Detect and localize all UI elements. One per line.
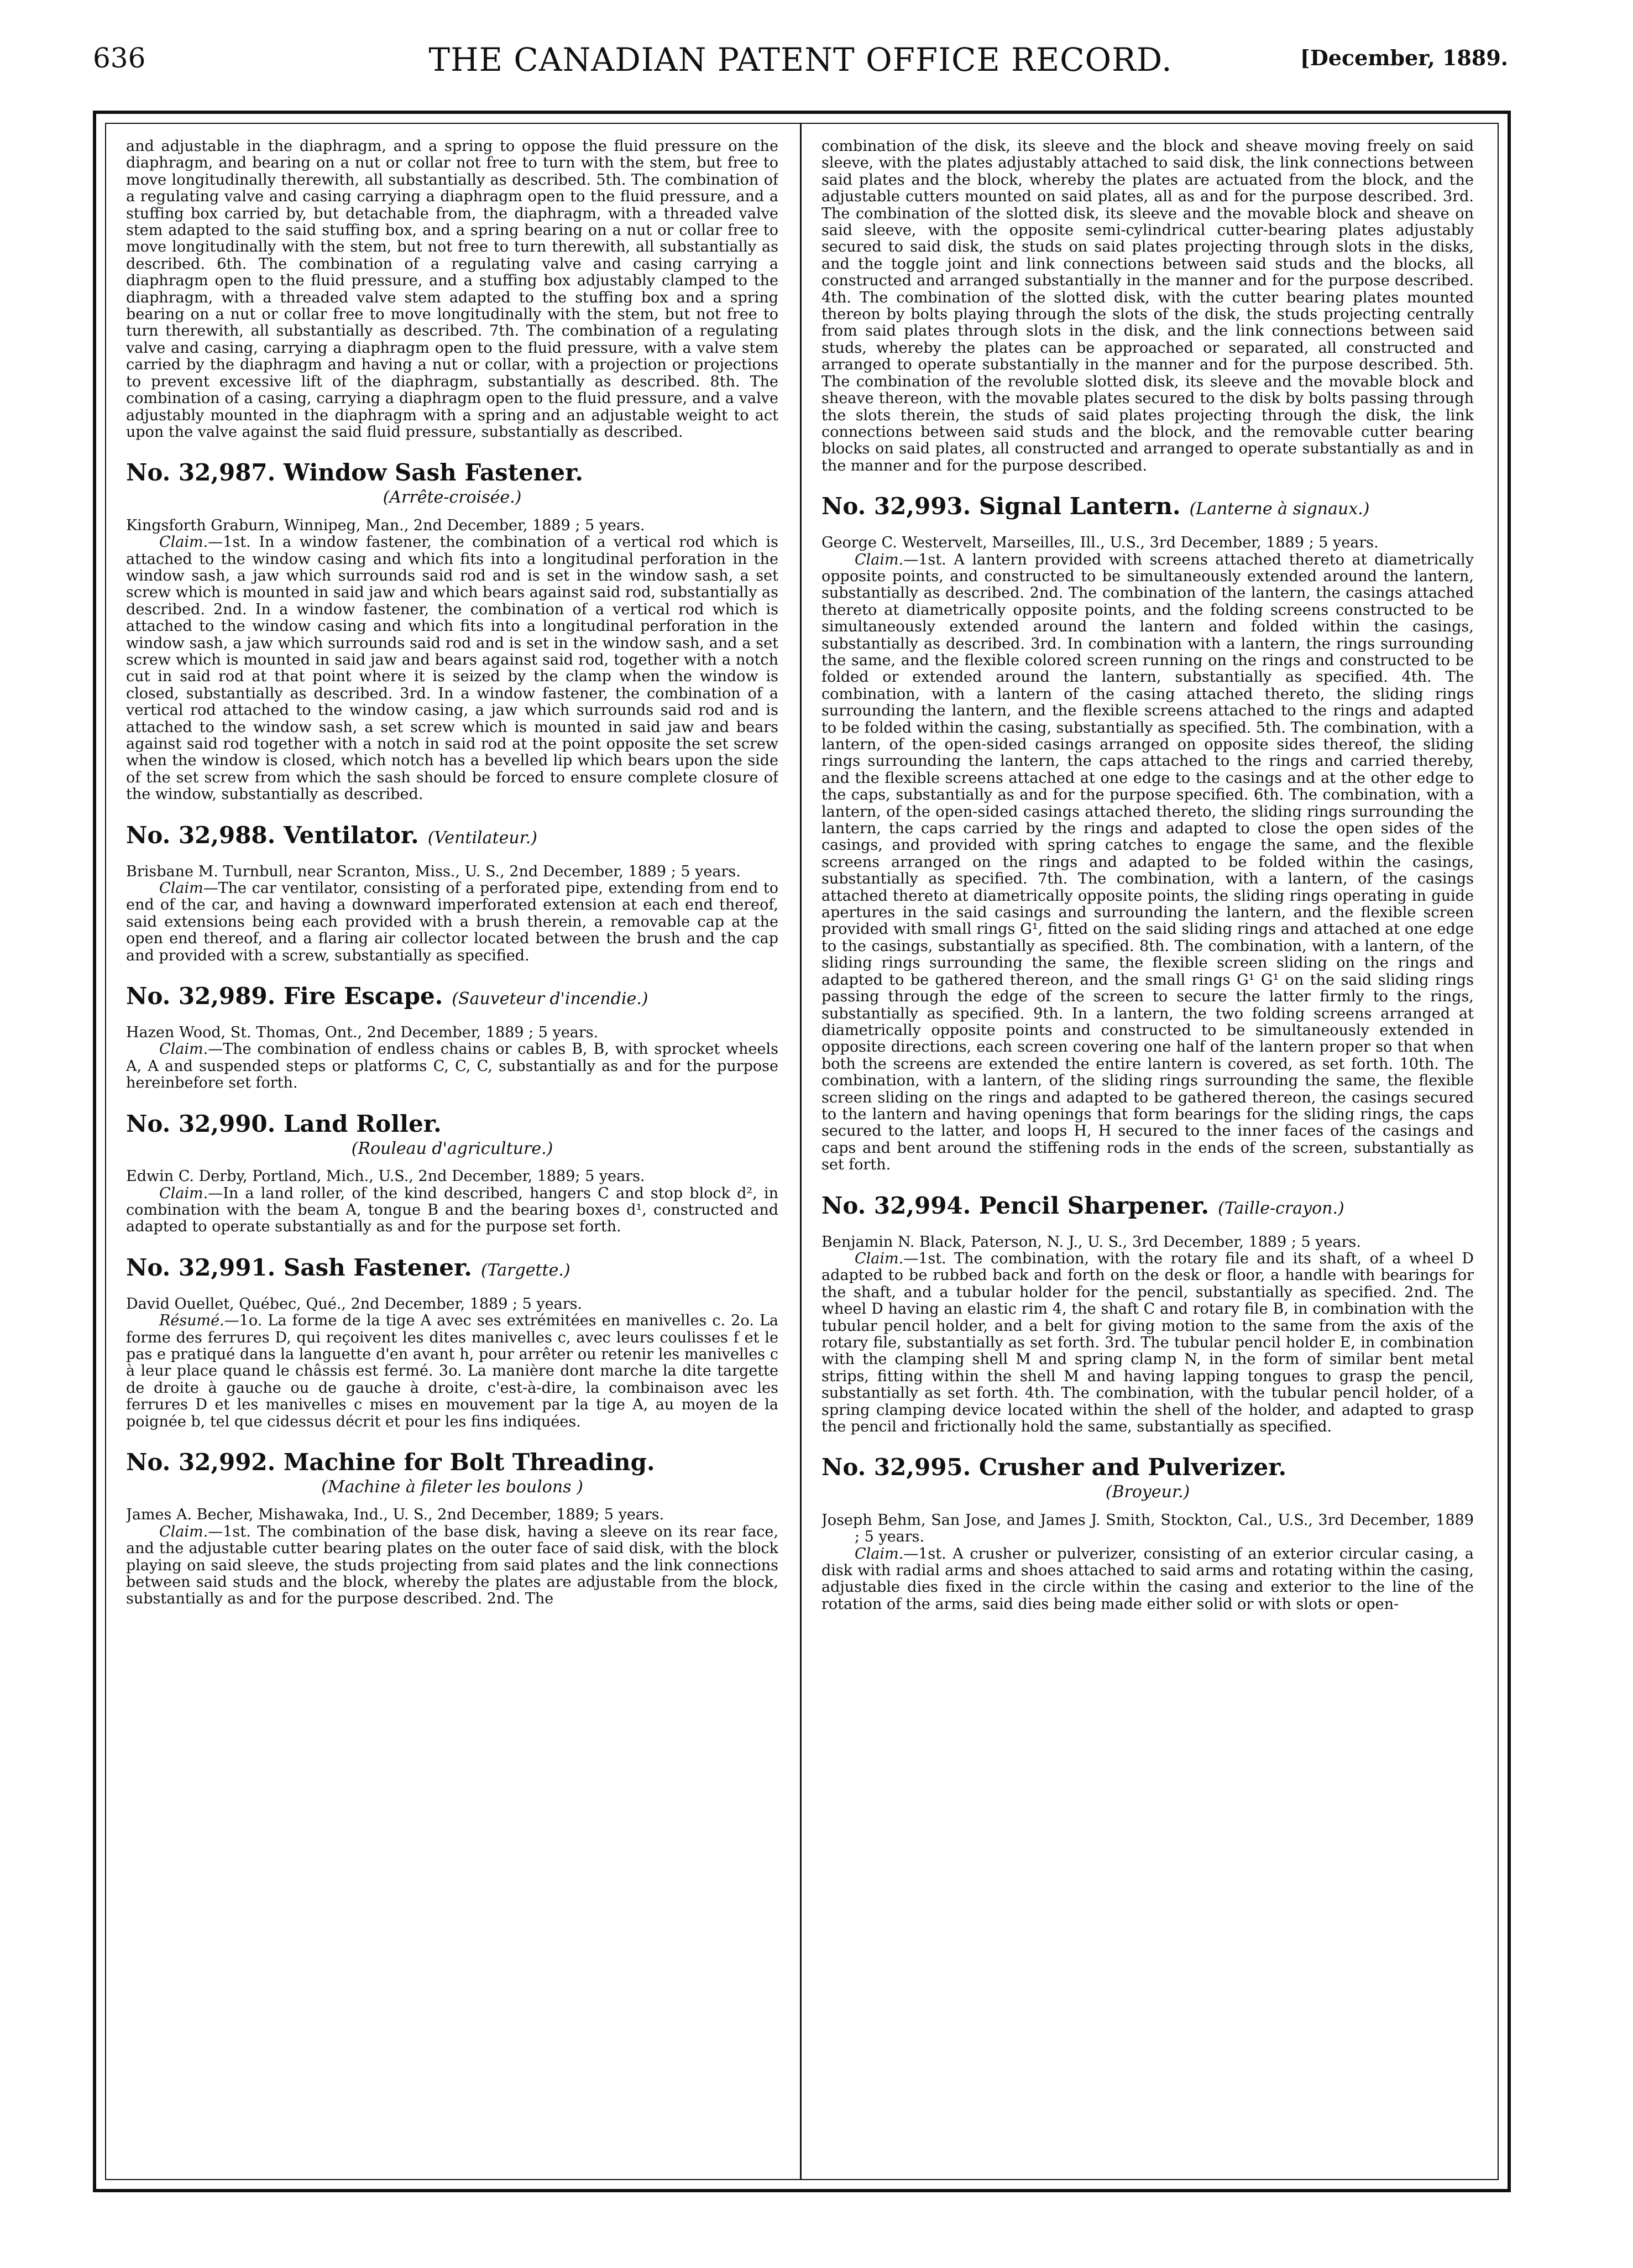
- patent-french-title: (Rouleau d'agriculture.): [351, 1138, 553, 1158]
- claim-lead: Résumé.: [159, 1312, 224, 1330]
- patent-applicant: George C. Westervelt, Marseilles, Ill., U.S., 3rd December, 1889 ; 5 years.: [821, 534, 1379, 552]
- patent-applicant: Edwin C. Derby, Portland, Mich., U.S., 2nd December, 1889; 5 years.: [126, 1168, 645, 1185]
- patent-applicant: Joseph Behm, San Jose, and James J. Smith, Stockton, Cal., U.S., 3rd December, 1889 ; 5 years.: [821, 1511, 1474, 1546]
- page-header: [93, 39, 1508, 83]
- claim-text: —1st. A crusher or pulverizer, consisting of an exterior circular casing, a disk with radial arms and shoes attached to said arms and rotating within the casing, adjustable dies fixed in the circle within the casing and exterior to the line of the rotation of the arms, said dies being made either solid or with slots or open-: [821, 1545, 1474, 1613]
- patent-french-title: (Sauveteur d'incendie.): [452, 989, 648, 1009]
- patent-32987: [126, 458, 778, 803]
- claim-lead: Claim.: [159, 1041, 208, 1058]
- publication-title: THE CANADIAN PATENT OFFICE RECORD.: [428, 41, 1173, 79]
- patent-title: No. 32,994. Pencil Sharpener.: [821, 1192, 1210, 1219]
- claim-text: —1o. La forme de la tige A avec ses extrémitées en manivelles c. 2o. La forme des ferrures D, qui reçoivent les dites manivelles c, avec leurs coulisses f et le pas e pratiqué dans la languette d'en avant h, pour arrêter ou retenir les manivelles c à leur place quand le châssis est fermé. 3o. La manière dont marche la dite targette de droite à gauche ou de gauche à droite, c'est-à-dire, la combinaison avec les ferrures D et les manivelles c mises en mouvement par la tige A, au moyen de la poignée b, tel que cidessus décrit et pour les fins indiquées.: [126, 1312, 778, 1430]
- patent-claim: [821, 552, 1474, 1174]
- patent-32993: [821, 492, 1474, 1173]
- patent-applicant: Benjamin N. Black, Paterson, N. J., U. S., 3rd December, 1889 ; 5 years.: [821, 1233, 1361, 1251]
- patent-french-title: (Arrête-croisée.): [383, 488, 522, 508]
- patent-32991: [126, 1253, 778, 1430]
- patent-claim: [126, 1041, 778, 1091]
- patent-applicant: David Ouellet, Québec, Qué., 2nd December, 1889 ; 5 years.: [126, 1295, 583, 1313]
- continued-claims-text: combination of the disk, its sleeve and the block and sheave moving freely on said sleeve, with the plates adjustably attached to said disk, the link connections between said plates and the block, whereby the plates are actuated from the block, and the adjustable cutters mounted on said plates, all as and for the purpose described. 3rd. The combination of the slotted disk, its sleeve and the movable block and sheave on said sleeve, with the opposite semi-cylindrical cutter-bearing plates adjustably secured to said disk, the studs on said plates projecting through slots in the disks, and the toggle joint and link connections between said studs and the blocks, all constructed and arranged substantially in the manner and for the purpose described. 4th. The combination of the slotted disk, with the cutter bearing plates mounted thereon by bolts playing through the slots of the disk, the studs projecting centrally from said plates through slots in the disk, and the link connections between said studs, whereby the plates can be approached or separated, all constructed and arranged to operate substantially in the manner and for the purpose described. 5th. The combination of the revoluble slotted disk, its sleeve and the movable block and sheave thereon, with the movable plates secured to the disk by bolts passing through the slots therein, the studs of said plates projecting through the disk, the link connections between said studs and the block, and the removable cutter bearing blocks on said plates, all constructed and arranged to operate substantially as and in the manner and for the purpose described.: [821, 138, 1474, 474]
- left-column: [126, 138, 778, 2173]
- patent-claim: [821, 1546, 1474, 1613]
- claim-text: —In a land roller, of the kind described, hangers C and stop block d², in combination with the beam A, tongue B and the bearing boxes d¹, constructed and adapted to operate substantially as and for the purpose set forth.: [126, 1184, 778, 1236]
- patent-french-title: (Taille-crayon.): [1218, 1198, 1344, 1218]
- claim-text: —The combination of endless chains or cables B, B, with sprocket wheels A, A and suspended steps or platforms C, C, C, substantially as and for the purpose hereinbefore set forth.: [126, 1041, 778, 1092]
- patent-applicant: Hazen Wood, St. Thomas, Ont., 2nd December, 1889 ; 5 years.: [126, 1024, 599, 1042]
- patent-claim: [126, 1185, 778, 1236]
- claim-text: —1st. The combination, with the rotary file and its shaft, of a wheel D adapted to be rubbed back and forth on the desk or floor, a handle with bearings for the shaft, and a tubular holder for the pencil, substantially as specified. 2nd. The wheel D having an elastic rim 4, the shaft C and rotary file B, in combination with the tubular pencil holder, and a belt for giving motion to the same from the axis of the rotary file, substantially as set forth. 3rd. The tubular pencil holder E, in combination with the clamping shell M and spring clamp N, in the form of similar bent metal strips, fitting within the shell M and having lapping tongues to grasp the pencil, substantially as set forth. 4th. The combination, with the tubular pencil holder, of a spring clamping device located within the shell of the holder, and adapted to grasp the pencil and frictionally hold the same, substantially as specified.: [821, 1250, 1474, 1436]
- claim-lead: Claim.: [159, 1523, 208, 1540]
- patent-french-title: (Broyeur.): [1105, 1482, 1190, 1502]
- claim-text: —1st. A lantern provided with screens attached thereto at diametrically opposite points, and constructed to be simultaneously extended around the lantern, substantially as described. 2nd. The combination of the lantern, the casings attached thereto at diametrically opposite points, and the folding screens constructed to be simultaneously extended around the lantern and folded within the casings, substantially as described. 3rd. In combination with a lantern, the rings surrounding the same, and the flexible colored screen running on the rings and constructed to be folded or extended around the lantern, substantially as specified. 4th. The combination, with a lantern of the casing attached thereto, the sliding rings surrounding the lantern, and the flexible screens attached to the rings and adapted to be folded within the casing, substantially as specified. 5th. The combination, with a lantern, of the open-sided casings arranged on opposite sides thereof, the sliding rings surrounding the lantern, the caps attached to the rings and carried thereby, and the flexible screens attached at one edge to the casings and at the other edge to the caps, substantially as and for the purpose specified. 6th. The combination, with a lantern, of the open-sided casings attached thereto, the sliding rings surrounding the lantern, the caps carried by the rings and adapted to close the open sides of the casings, and provided with spring catches to engage the same, and the flexible screens arranged on the rings and adapted to be folded within the casings, substantially as specified. 7th. The combination, with a lantern, of the casings attached thereto at diametrically opposite points, the sliding rings operating in guide apertures in the said casings and surrounding the lantern, and the flexible screen provided with small rings G¹, fitted on the said sliding rings and attached at one edge to the casings, substantially as specified. 8th. The combination, with a lantern, of the sliding rings surrounding the same, the flexible screen sliding on the rings and adapted to be gathered thereon, and the small rings G¹ G¹ on the said sliding rings passing through the edge of the screen to secure the latter firmly to the rings, substantially as specified. 9th. In a lantern, the two folding screens arranged at diametrically opposite points and constructed to be simultaneously extended in opposite directions, each screen covering one half of the lantern proper so that when both the screens are extended the entire lantern is covered, as set forth. 10th. The combination, with a lantern, of the sliding rings surrounding the same, the flexible screen sliding on the rings and adapted to be gathered thereon, the casings secured to the lantern and having openings that form bearings for the sliding rings, the caps secured to the latter, and loops H, H secured to the inner faces of the casings and caps and bent around the stiffening rods in the ends of the screen, substantially as set forth.: [821, 551, 1474, 1174]
- claim-lead: Claim.: [855, 551, 904, 568]
- patent-french-title: (Ventilateur.): [427, 828, 537, 848]
- claim-text: —The car ventilator, consisting of a perforated pipe, extending from end to end of the car, and having a downward imperforated extension at each end thereof, said extensions being each provided with a brush therein, a removable cap at the open end thereof, and a flaring air collector located between the brush and the cap and provided with a screw, substantially as specified.: [126, 880, 778, 964]
- right-column: [821, 138, 1474, 2173]
- patent-title: No. 32,993. Signal Lantern.: [821, 493, 1181, 520]
- patent-applicant: Brisbane M. Turnbull, near Scranton, Miss., U. S., 2nd December, 1889 ; 5 years.: [126, 863, 741, 880]
- column-divider: [800, 123, 802, 2180]
- patent-title-row: [126, 982, 778, 1013]
- patent-applicant: James A. Becher, Mishawaka, Ind., U. S., 2nd December, 1889; 5 years.: [126, 1506, 664, 1524]
- patent-title: No. 32,989. Fire Escape.: [126, 983, 443, 1010]
- patent-title: No. 32,995. Crusher and Pulverizer.: [821, 1454, 1287, 1481]
- patent-claim: [126, 880, 778, 964]
- patent-claim: [126, 534, 778, 803]
- patent-title: No. 32,987. Window Sash Fastener.: [126, 459, 583, 487]
- claim-lead: Claim.: [855, 1250, 904, 1267]
- patent-32992: [126, 1448, 778, 1608]
- patent-title: No. 32,988. Ventilator.: [126, 821, 419, 849]
- patent-title: No. 32,992. Machine for Bolt Threading.: [126, 1448, 655, 1476]
- patent-title: No. 32,991. Sash Fastener.: [126, 1253, 472, 1281]
- issue-date: [December, 1889.: [1300, 45, 1508, 70]
- patent-claim: [821, 1251, 1474, 1435]
- claim-lead: Claim.: [855, 1545, 904, 1562]
- patent-claim: [126, 1313, 778, 1430]
- patent-32994: [821, 1192, 1474, 1436]
- patent-title-row: [821, 1192, 1474, 1223]
- patent-title: No. 32,990. Land Roller.: [126, 1110, 442, 1137]
- claim-lead: Claim: [159, 880, 203, 897]
- patent-title-row: [821, 492, 1474, 524]
- claim-lead: Claim.: [159, 1184, 208, 1202]
- claim-text: —1st. The combination of the base disk, having a sleeve on its rear face, and the adjustable cutter bearing plates on the outer face of said disk, with the block playing on said sleeve, the studs projecting from said plates and the link connections between said studs and the block, whereby the plates are adjustable from the block, substantially as and for the purpose described. 2nd. The: [126, 1523, 778, 1608]
- patent-claim: [126, 1524, 778, 1608]
- patent-title-row: [126, 1253, 778, 1285]
- patent-french-title: (Machine à fileter les boulons ): [321, 1477, 583, 1497]
- patent-applicant: Kingsforth Graburn, Winnipeg, Man., 2nd December, 1889 ; 5 years.: [126, 516, 645, 534]
- patent-title-row: [126, 821, 778, 853]
- claim-lead: Claim.: [159, 534, 208, 551]
- page-number: 636: [93, 42, 146, 74]
- continued-claims-text: and adjustable in the diaphragm, and a spring to oppose the fluid pressure on the diaphragm, and bearing on a nut or collar not free to turn with the stem, but free to move longitudinally therewith, all substantially as described. 5th. The combination of a regulating valve and casing carrying a diaphragm open to the fluid pressure, and a stuffing box carried by, but detachable from, the diaphragm, with a threaded valve stem adapted to the said stuffing box, and a spring bearing on a nut or collar free to move longitudinally with the stem, but not free to turn therewith, all substantially as described. 6th. The combination of a regulating valve and casing carrying a diaphragm open to the fluid pressure, and a stuffing box adjustably clamped to the diaphragm, with a threaded valve stem adapted to the stuffing box and a spring bearing on a nut or collar free to move longitudinally with the stem, but not free to turn therewith, all substantially as described. 7th. The combination of a regulating valve and casing, carrying a diaphragm open to the fluid pressure, with a valve stem carried by the diaphragm and having a nut or collar, with a projection or projections to prevent excessive lift of the diaphragm, substantially as described. 8th. The combination of a casing, carrying a diaphragm open to the fluid pressure, and a valve adjustably mounted in the diaphragm with a spring and an adjustable weight to act upon the valve against the said fluid pressure, substantially as described.: [126, 138, 778, 441]
- patent-32995: [821, 1453, 1474, 1613]
- patent-32988: [126, 821, 778, 964]
- patent-french-title: (Targette.): [480, 1260, 570, 1280]
- patent-32989: [126, 982, 778, 1092]
- patent-french-title: (Lanterne à signaux.): [1189, 499, 1370, 519]
- claim-text: —1st. In a window fastener, the combination of a vertical rod which is attached to the window casing and which fits into a longitudinal perforation in the window sash, a jaw which surrounds said rod and is set in the window sash, a set screw which is mounted in said jaw and which bears against said rod, substantially as described. 2nd. In a window fastener, the combination of a vertical rod which is attached to the window casing and which fits into a longitudinal perforation in the window sash, a jaw which surrounds said rod and is set in the window sash, and a set screw which is mounted in said jaw and bears against said rod, together with a notch cut in said rod at that point where it is seized by the clamp when the window is closed, substantially as described. 3rd. In a window fastener, the combination of a vertical rod attached to the window casing, a jaw which surrounds said rod and is attached to the window sash, a set screw which is mounted in said jaw and bears against said rod together with a notch in said rod at the point opposite the set screw when the window is closed, which notch has a bevelled lip which bears upon the side of the set screw from which the sash should be forced to ensure complete closure of the window, substantially as described.: [126, 534, 778, 803]
- patent-32990: [126, 1110, 778, 1236]
